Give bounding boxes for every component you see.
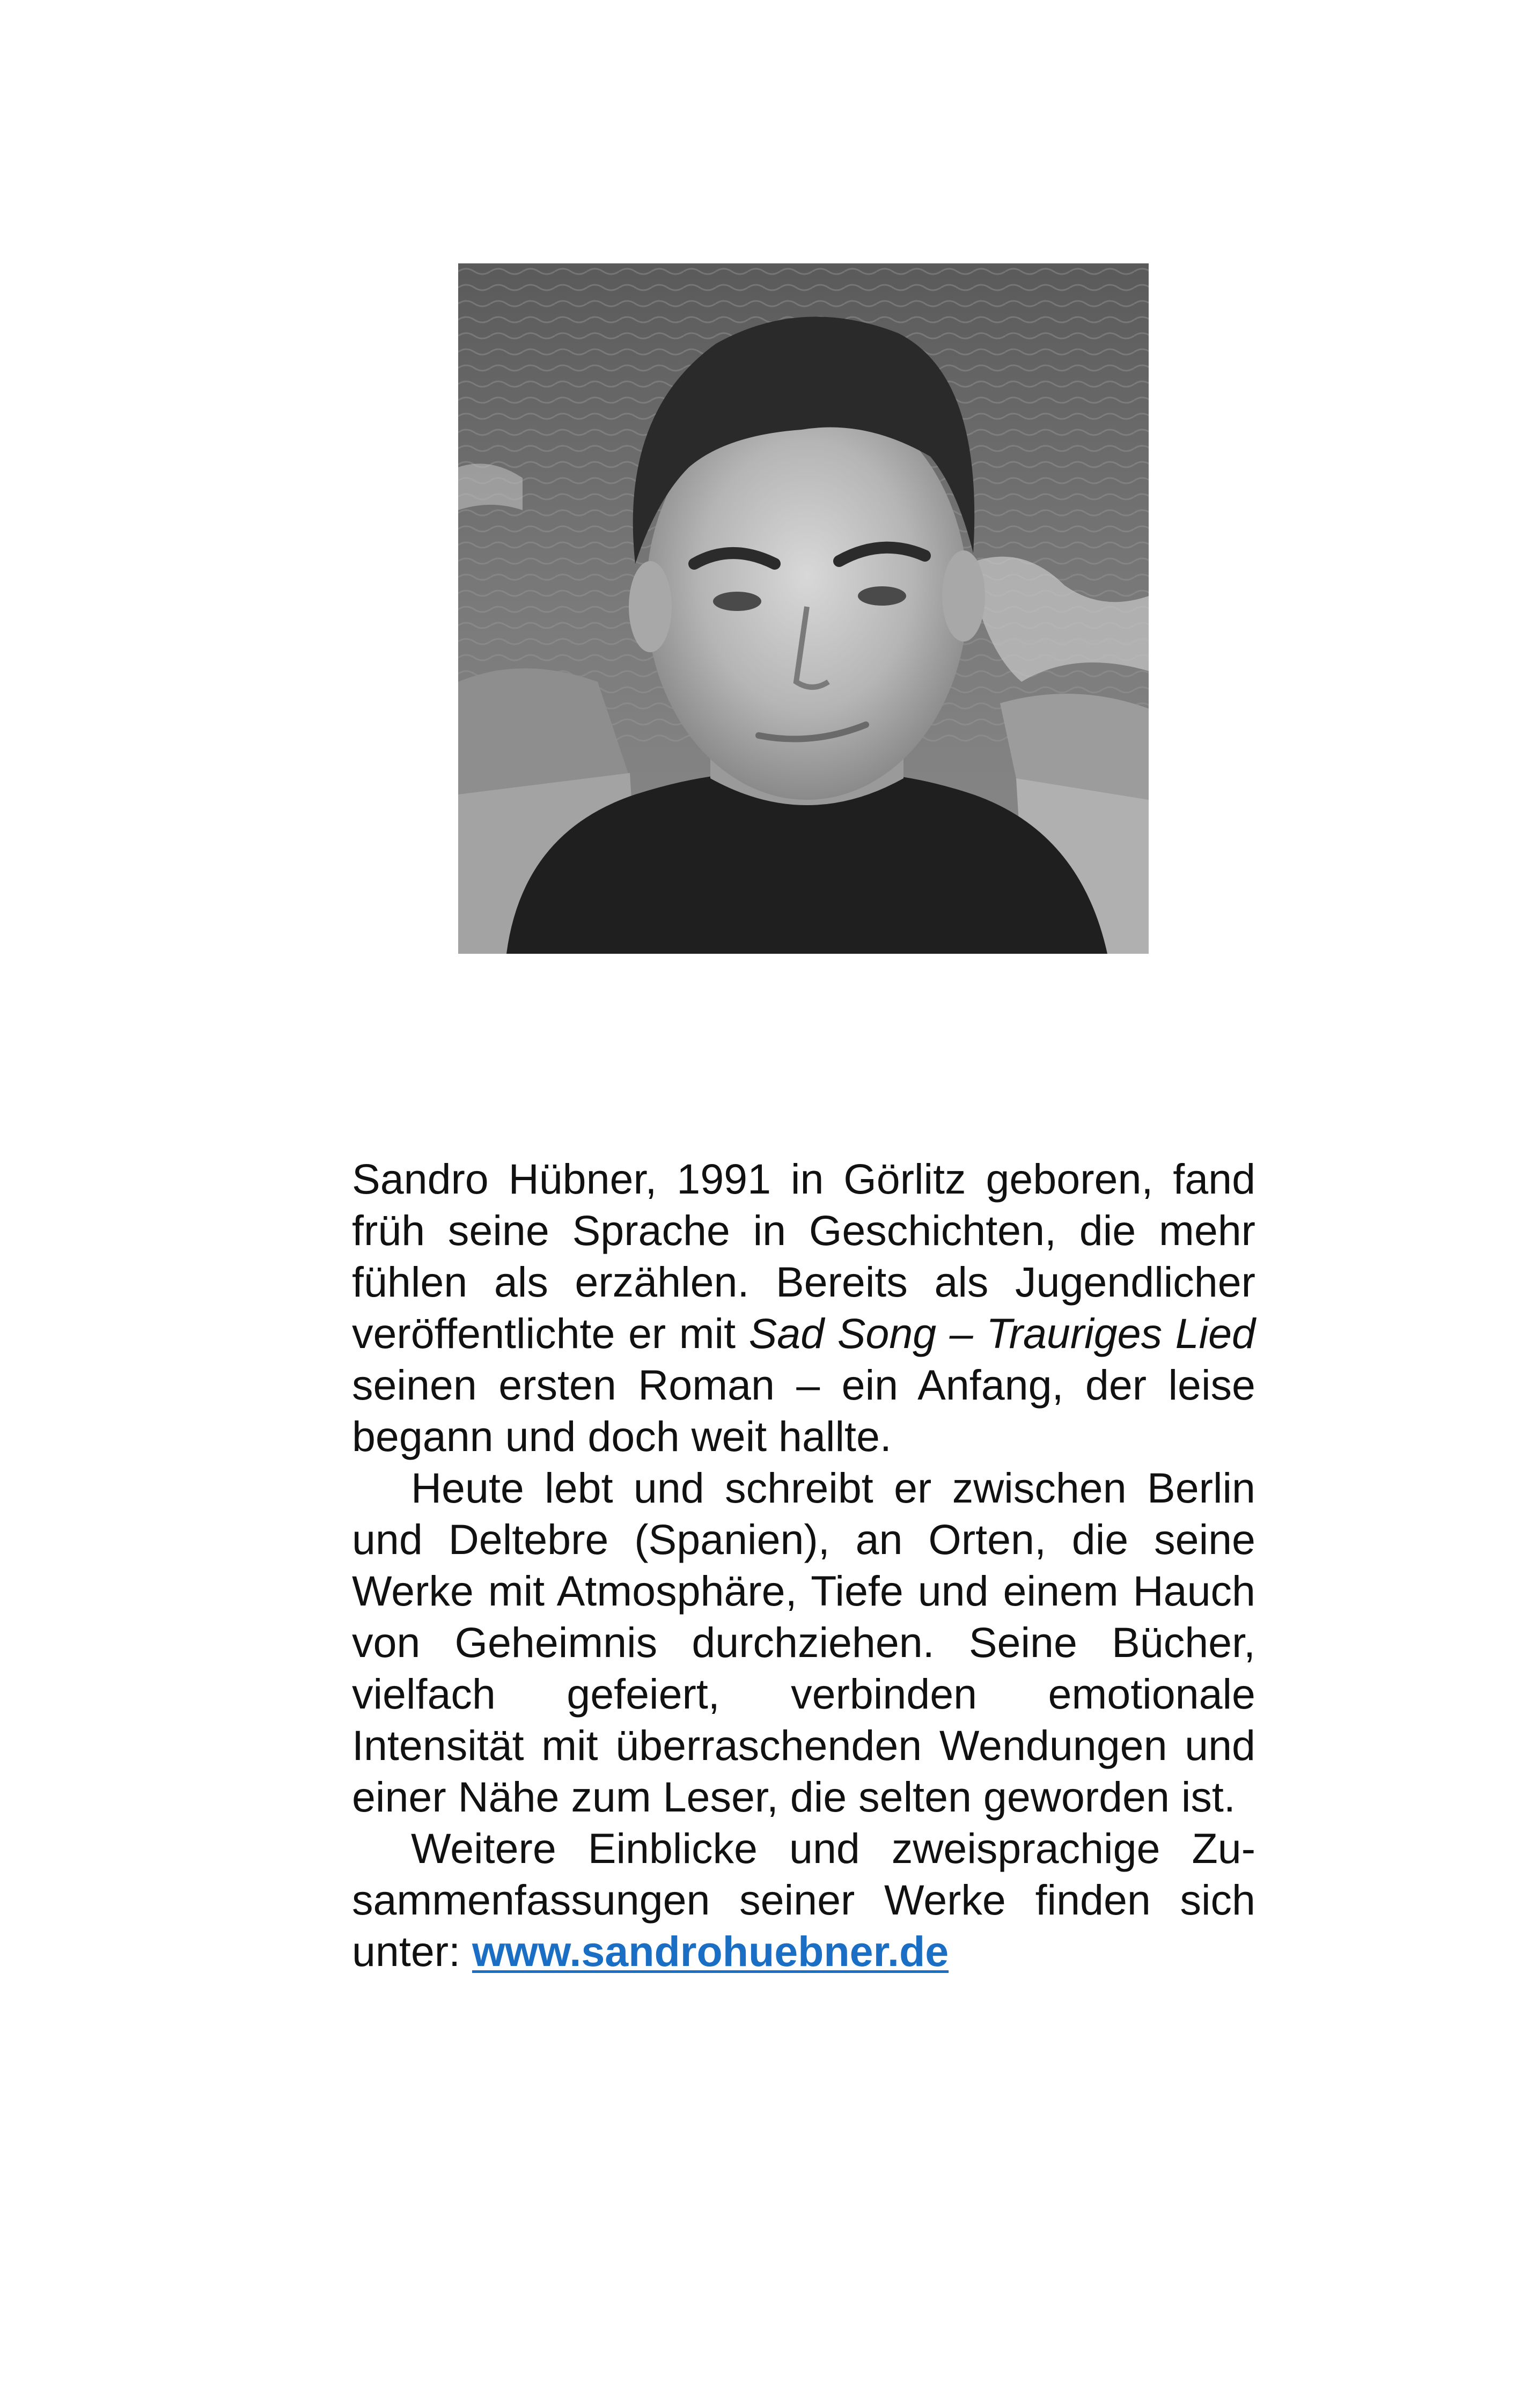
author-photo: [458, 263, 1149, 954]
bio-paragraph-3: [352, 1823, 1255, 1977]
author-biography: [352, 1153, 1255, 1977]
book-title: Sad Song – Trauriges Lied: [748, 1309, 1255, 1357]
bio-p1-text-after: seinen ersten Roman – ein Anfang, der leise begann und doch weit hallte.: [352, 1361, 1255, 1460]
bio-paragraph-2: Heute lebt und schreibt er zwischen Berlin und Deltebre (Spanien), an Orten, die seine Werke mit Atmosphäre, Tiefe und einem Hauch von Geheimnis durchziehen. Seine Bücher, vielfach gefeiert, verbinden emotionale Intensität mit überraschenden Wendungen und einer Nähe zum Leser, die selten geworden ist.: [352, 1464, 1255, 1821]
bio-p1-text-before: Sandro Hübner, 1991 in Görlitz geboren, fand früh seine Sprache in Geschichten, die mehr fühlen als erzählen. Bereits als Jugendlicher veröffentlichte er mit: [352, 1155, 1255, 1357]
author-portrait-image: [458, 263, 1149, 954]
author-website-link[interactable]: www.sandrohuebner.de: [472, 1927, 949, 1975]
bio-paragraph-1: [352, 1153, 1255, 1462]
bio-p3-text-before: Weitere Einblicke und zweisprachige Zusammenfassungen seiner Werke finden sich unter:: [352, 1824, 1255, 1975]
